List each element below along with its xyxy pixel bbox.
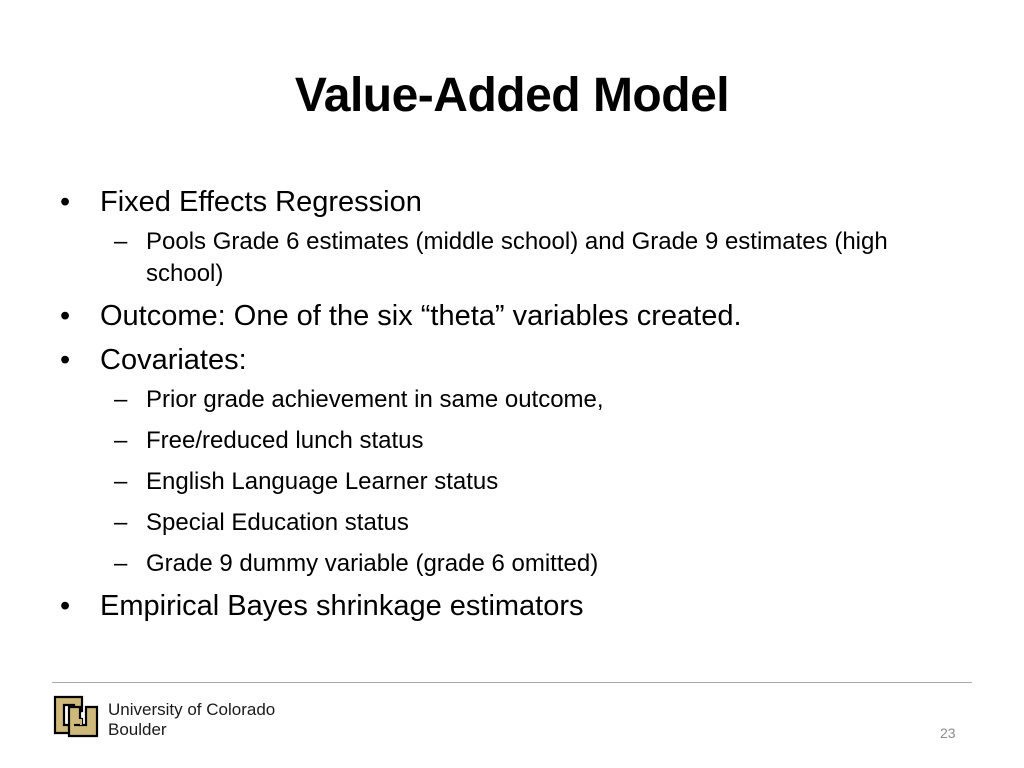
- sub-bullet-text: English Language Learner status: [146, 468, 499, 495]
- bullet-item: [58, 184, 958, 290]
- bullet-item: [58, 588, 958, 624]
- bullet-item: [58, 298, 958, 334]
- sub-bullet-text: Prior grade achievement in same outcome,: [146, 386, 604, 413]
- sub-bullet-item: [100, 548, 958, 580]
- bullet-glyph: •: [60, 300, 71, 332]
- bullet-glyph: •: [60, 186, 71, 218]
- dash-glyph: –: [114, 468, 128, 495]
- bullet-text: Fixed Effects Regression: [100, 186, 422, 218]
- sub-bullet-text: Free/reduced lunch status: [146, 427, 424, 454]
- dash-glyph: –: [114, 228, 128, 255]
- sub-bullet-list: [100, 384, 958, 580]
- sub-bullet-text: Pools Grade 6 estimates (middle school) and Grade 9 estimates (high school): [146, 228, 888, 287]
- sub-bullet-list: [100, 226, 958, 290]
- bullet-text: Covariates:: [100, 344, 247, 376]
- page-number: 23: [940, 725, 956, 741]
- dash-glyph: –: [114, 550, 128, 577]
- sub-bullet-item: [100, 226, 958, 290]
- sub-bullet-item: [100, 384, 958, 416]
- sub-bullet-text: Grade 9 dummy variable (grade 6 omitted): [146, 550, 599, 577]
- sub-bullet-item: [100, 507, 958, 539]
- sub-bullet-text: Special Education status: [146, 509, 409, 536]
- footer-divider: [52, 682, 972, 683]
- dash-glyph: –: [114, 386, 128, 413]
- university-name: [108, 700, 275, 740]
- bullet-text: Empirical Bayes shrinkage estimators: [100, 590, 584, 622]
- cu-logo-icon: [52, 691, 100, 739]
- bullet-list: [58, 178, 958, 624]
- sub-bullet-item: [100, 425, 958, 457]
- sub-bullet-item: [100, 466, 958, 498]
- bullet-text: Outcome: One of the six “theta” variables created.: [100, 300, 742, 332]
- bullet-glyph: •: [60, 590, 71, 622]
- university-name-line1: University of Colorado: [108, 700, 276, 719]
- bullet-glyph: •: [60, 344, 71, 376]
- dash-glyph: –: [114, 509, 128, 536]
- university-name-line2: Boulder: [108, 720, 167, 739]
- bullet-item: [58, 342, 958, 580]
- slide-title: Value-Added Model: [294, 69, 730, 122]
- dash-glyph: –: [114, 427, 128, 454]
